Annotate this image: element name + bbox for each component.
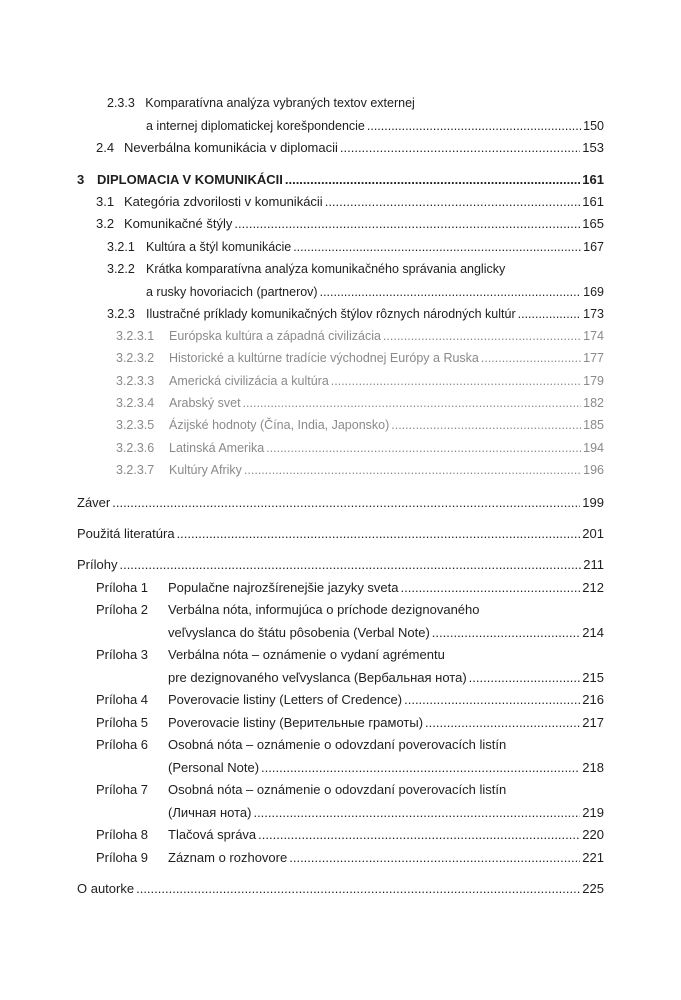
toc-num: Príloha 4	[96, 692, 149, 707]
toc-leader-dots	[293, 240, 581, 254]
toc-page-number: 194	[583, 441, 604, 455]
toc-page-number: 220	[582, 827, 604, 842]
toc-title: Tlačová správa	[168, 827, 257, 842]
toc-title: (Личная нота)	[168, 805, 252, 820]
toc-leader-dots	[244, 463, 581, 477]
toc-entry-priloha-3-line1	[96, 647, 445, 662]
toc-page-number: 174	[583, 329, 604, 343]
toc-num: Príloha 9	[96, 850, 149, 865]
toc-entry-o-autorke[interactable]	[77, 881, 604, 896]
toc-page-number: 214	[582, 625, 604, 640]
toc-leader-dots	[234, 216, 580, 231]
toc-leader-dots	[266, 441, 581, 455]
toc-entry-3-2-3-1[interactable]	[116, 329, 604, 343]
toc-num: 3.2.3.2	[116, 351, 155, 365]
toc-leader-dots	[391, 418, 581, 432]
toc-entry-priloha-5[interactable]	[96, 715, 604, 730]
toc-page-number: 199	[582, 495, 604, 510]
toc-leader-dots	[243, 396, 582, 410]
toc-title: Americká civilizácia a kultúra	[169, 374, 329, 388]
toc-entry-3-2-3-7[interactable]	[116, 463, 604, 477]
toc-leader-dots	[177, 526, 581, 541]
toc-leader-dots	[518, 307, 582, 321]
toc-title: Osobná nóta – oznámenie o odovzdaní poverovacích listín	[168, 737, 507, 752]
toc-num: Príloha 3	[96, 647, 149, 662]
toc-leader-dots	[253, 805, 580, 820]
toc-title: Ázijské hodnoty (Čína, India, Japonsko)	[169, 418, 390, 432]
toc-entry-priloha-6-line1	[96, 737, 506, 752]
toc-leader-dots	[331, 374, 581, 388]
toc-title: Ilustračné príklady komunikačných štýlov rôznych národných kultúr	[146, 307, 516, 321]
toc-leader-dots	[404, 692, 580, 707]
toc-page-number: 185	[583, 418, 604, 432]
toc-num: Príloha 1	[96, 580, 149, 595]
toc-num: 2.4	[96, 140, 115, 155]
toc-title: Poverovacie listiny (Letters of Credence)	[168, 692, 403, 707]
toc-title: Historické a kultúrne tradície východnej Európy a Ruska	[169, 351, 479, 365]
toc-page-number: 161	[582, 172, 604, 187]
toc-entry-priloha-2[interactable]	[168, 625, 604, 640]
toc-entry-3-2-3-6[interactable]	[116, 441, 604, 455]
toc-page-number: 177	[583, 351, 604, 365]
toc-title: Európska kultúra a západná civilizácia	[169, 329, 381, 343]
toc-page-number: 179	[583, 374, 604, 388]
toc-num: 3.2.3.5	[116, 418, 155, 432]
toc-num: Príloha 5	[96, 715, 149, 730]
toc-leader-dots	[325, 194, 581, 209]
toc-num: 2.3.3	[107, 96, 135, 110]
toc-leader-dots	[320, 285, 582, 299]
toc-leader-dots	[112, 495, 580, 510]
toc-title: veľvyslanca do štátu pôsobenia (Verbal Note)	[168, 625, 430, 640]
toc-title: Kultúra a štýl komunikácie	[146, 240, 292, 254]
toc-entry-zaver[interactable]	[77, 495, 604, 510]
toc-page-number: 201	[582, 526, 604, 541]
toc-title: Verbálna nóta – oznámenie o vydaní agrémentu	[168, 647, 445, 662]
toc-title: Použitá literatúra	[77, 526, 175, 541]
toc-leader-dots	[289, 850, 580, 865]
toc-leader-dots	[261, 760, 580, 775]
toc-title: Krátka komparatívna analýza komunikačného správania anglicky	[146, 262, 506, 276]
toc-entry-3-1[interactable]	[96, 194, 604, 209]
toc-num: 3.2.1	[107, 240, 135, 254]
toc-leader-dots	[367, 119, 581, 133]
toc-title: pre dezignovaného veľvyslanca (Вербальная нота)	[168, 670, 467, 685]
toc-page-number: 167	[583, 240, 604, 254]
toc-page-number: 225	[582, 881, 604, 896]
toc-num: Príloha 7	[96, 782, 149, 797]
toc-entry-3-2-3[interactable]	[107, 307, 604, 321]
toc-num: 3.2	[96, 216, 115, 231]
toc-entry-3-2-3-4[interactable]	[116, 396, 604, 410]
toc-title: Záver	[77, 495, 111, 510]
toc-title: Verbálna nóta, informujúca o príchode dezignovaného	[168, 602, 480, 617]
toc-entry-3-2[interactable]	[96, 216, 604, 231]
toc-leader-dots	[285, 172, 580, 187]
toc-entry-3-2-2-line1	[107, 262, 505, 276]
toc-num: 3.2.3	[107, 307, 135, 321]
toc-entry-3-2-3-2[interactable]	[116, 351, 604, 365]
toc-entry-priloha-8[interactable]	[96, 827, 604, 842]
toc-title: Komunikačné štýly	[124, 216, 233, 231]
toc-num: Príloha 6	[96, 737, 149, 752]
toc-leader-dots	[425, 715, 580, 730]
toc-num: 3	[77, 172, 85, 187]
toc-title: O autorke	[77, 881, 135, 896]
toc-title: Neverbálna komunikácia v diplomacii	[124, 140, 338, 155]
toc-entry-priloha-6[interactable]	[168, 760, 604, 775]
toc-entry-priloha-2-line1	[96, 602, 480, 617]
toc-entry-2-4[interactable]	[96, 140, 604, 155]
toc-num: 3.2.3.1	[116, 329, 155, 343]
toc-page-number: 219	[582, 805, 604, 820]
toc-page-number: 165	[582, 216, 604, 231]
toc-leader-dots	[136, 881, 580, 896]
toc-title: Populačne najrozšírenejšie jazyky sveta	[168, 580, 399, 595]
toc-num: 3.2.3.6	[116, 441, 155, 455]
toc-entry-2-3-3-line1	[107, 96, 415, 110]
toc-entry-priloha-1[interactable]	[96, 580, 604, 595]
toc-title: Kategória zdvorilosti v komunikácii	[124, 194, 323, 209]
toc-entry-2-3-3[interactable]	[146, 119, 604, 133]
toc-leader-dots	[481, 351, 581, 365]
toc-title: a internej diplomatickej korešpondencie	[146, 119, 365, 133]
toc-page-number: 161	[582, 194, 604, 209]
toc-title: Komparatívna analýza vybraných textov externej	[145, 96, 415, 110]
toc-title: Latinská Amerika	[169, 441, 265, 455]
toc-entry-priloha-7-line1	[96, 782, 506, 797]
toc-entry-3-2-2[interactable]	[146, 285, 604, 299]
toc-page-number: 150	[583, 119, 604, 133]
toc-page-number: 215	[582, 670, 604, 685]
toc-num: 3.2.3.4	[116, 396, 155, 410]
toc-leader-dots	[432, 625, 581, 640]
toc-num: 3.2.2	[107, 262, 135, 276]
toc-title: (Personal Note)	[168, 760, 260, 775]
toc-title: DIPLOMACIA V KOMUNIKÁCII	[97, 172, 283, 187]
toc-num: 3.2.3.7	[116, 463, 155, 477]
toc-title: Prílohy	[77, 557, 118, 572]
toc-title: Poverovacie listiny (Верительные грамоты)	[168, 715, 424, 730]
toc-entry-priloha-3[interactable]	[168, 670, 604, 685]
toc-leader-dots	[119, 557, 581, 572]
toc-leader-dots	[401, 580, 581, 595]
toc-page-number: 169	[583, 285, 604, 299]
toc-entry-priloha-7[interactable]	[168, 805, 604, 820]
toc-num: Príloha 8	[96, 827, 149, 842]
toc-title: Záznam o rozhovore	[168, 850, 288, 865]
toc-entry-priloha-9[interactable]	[96, 850, 604, 865]
toc-page-number: 218	[582, 760, 604, 775]
toc-entry-3-2-3-5[interactable]	[116, 418, 604, 432]
toc-entry-prilohy[interactable]	[77, 557, 604, 572]
toc-entry-priloha-4[interactable]	[96, 692, 604, 707]
toc-page-number: 211	[583, 557, 604, 572]
toc-title: Osobná nóta – oznámenie o odovzdaní poverovacích listín	[168, 782, 507, 797]
toc-num: Príloha 2	[96, 602, 149, 617]
toc-leader-dots	[258, 827, 580, 842]
toc-leader-dots	[383, 329, 581, 343]
toc-page-number: 173	[583, 307, 604, 321]
toc-page-number: 212	[582, 580, 604, 595]
toc-page-number: 196	[583, 463, 604, 477]
toc-title: a rusky hovoriacich (partnerov)	[146, 285, 318, 299]
toc-entry-3-2-1[interactable]	[107, 240, 604, 254]
toc-num: 3.2.3.3	[116, 374, 155, 388]
toc-page-number: 221	[582, 850, 604, 865]
toc-leader-dots	[340, 140, 580, 155]
toc-entry-3-2-3-3[interactable]	[116, 374, 604, 388]
toc-title: Kultúry Afriky	[169, 463, 242, 477]
toc-page-number: 217	[582, 715, 604, 730]
toc-entry-literatura[interactable]	[77, 526, 604, 541]
toc-page-number: 216	[582, 692, 604, 707]
toc-chapter-3[interactable]	[77, 172, 604, 187]
toc-page-number: 182	[583, 396, 604, 410]
toc-title: Arabský svet	[169, 396, 241, 410]
toc-leader-dots	[469, 670, 581, 685]
toc-page-number: 153	[582, 140, 604, 155]
toc-num: 3.1	[96, 194, 115, 209]
